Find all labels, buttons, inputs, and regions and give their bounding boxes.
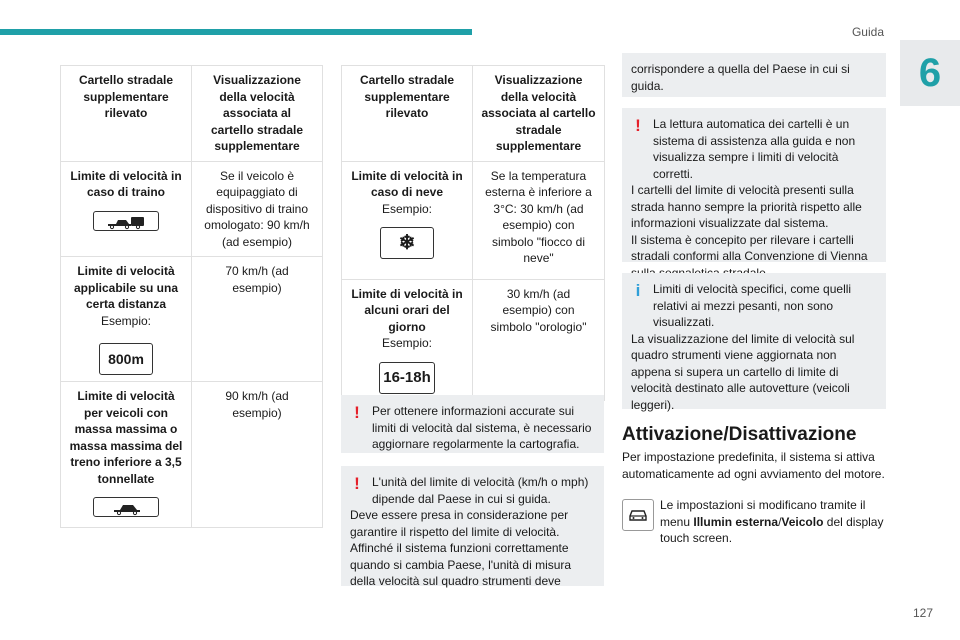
table-cell	[61, 382, 192, 528]
sign-name: Limite di velocità per veicoli con massa massima o massa massima del treno inferiore a 3,5 tonnellate	[69, 389, 183, 486]
note-text: Deve essere presa in considerazione per garantire il rispetto del limite di velocità. Affinché il sistema funzioni correttamente quando si cambia Paese, l'unità di misura della velocità sul quadro strumenti deve	[350, 508, 572, 588]
signs-table-1	[60, 65, 323, 528]
table-row	[61, 382, 323, 528]
warning-note-sign-reading	[622, 108, 886, 262]
section-title: Guida	[851, 25, 884, 39]
sign-name: Limite di velocità in alcuni orari del giorno	[351, 286, 463, 334]
page-number: 127	[912, 606, 933, 620]
table-cell: Se il veicolo è equipaggiato di dispositivo di traino omologato: 90 km/h (ad esempio)	[192, 161, 323, 257]
table-cell: Se la temperatura esterna è inferiore a 3°C: 30 km/h (ad esempio) con simbolo "fiocco di neve"	[473, 161, 605, 279]
table-row	[61, 257, 323, 382]
note-text: L'unità del limite di velocità (km/h o mph) dipende dal Paese in cui si guida.	[372, 475, 589, 506]
table-cell: 70 km/h (ad esempio)	[192, 257, 323, 382]
activation-paragraph: Per impostazione predefinita, il sistema si attiva automaticamente ad ogni avviamento del motore.	[622, 450, 885, 481]
distance-sign-text: 800m	[108, 351, 144, 367]
info-icon: i	[635, 281, 641, 300]
warning-icon: !	[354, 474, 360, 493]
table-cell	[61, 161, 192, 257]
section-heading: Attivazione/Disattivazione	[622, 424, 857, 445]
note-text: Per ottenere informazioni accurate sui limiti di velocità dal sistema, è necessario aggiornare regolarmente la cartografia.	[372, 404, 592, 451]
snowflake-icon: ❄	[380, 227, 434, 259]
note-text: corrispondere a quella del Paese in cui si guida.	[631, 62, 850, 93]
example-label: Esempio:	[381, 201, 433, 216]
warning-icon: !	[635, 116, 641, 135]
column-header: Cartello stradale supplementare rilevato	[61, 66, 192, 162]
car-icon	[93, 497, 159, 517]
settings-paragraph	[622, 497, 886, 547]
table-cell	[342, 279, 473, 400]
table-header-row	[342, 66, 605, 162]
signs-table-2	[341, 65, 605, 401]
table-header-row	[61, 66, 323, 162]
table-row	[61, 161, 323, 257]
example-label: Esempio:	[381, 336, 433, 350]
car-with-trailer-icon	[93, 211, 159, 231]
note-continuation	[622, 53, 886, 97]
table-cell	[342, 161, 473, 279]
header-accent-bar	[0, 29, 472, 35]
table-cell	[61, 257, 192, 382]
settings-text-pre: Le impostazioni si modificano tramite il menu	[660, 498, 866, 529]
distance-sign-icon	[99, 343, 153, 375]
example-label: Esempio:	[100, 313, 152, 328]
table-cell: 30 km/h (ad esempio) con simbolo "orologio"	[473, 279, 605, 400]
info-note-specific-limits	[622, 273, 886, 412]
warning-icon: !	[354, 403, 360, 422]
menu-name-lighting: Illumin esterna	[693, 514, 779, 529]
sign-name: Limite di velocità applicabile su una certa distanza	[73, 264, 179, 311]
warning-note-speed-unit	[341, 466, 604, 586]
settings-text-post: del display touch screen.	[660, 514, 884, 545]
sign-name: Limite di velocità in caso di traino	[70, 168, 182, 199]
vehicle-menu-icon	[622, 499, 654, 531]
menu-name-vehicle: Veicolo	[781, 514, 824, 529]
time-range-sign-text: 16-18h	[383, 368, 431, 386]
sign-name: Limite di velocità in caso di neve	[351, 168, 463, 199]
warning-note-map-update	[341, 395, 604, 453]
time-range-sign-icon	[379, 362, 435, 394]
table-row	[342, 161, 605, 279]
table-cell: 90 km/h (ad esempio)	[192, 382, 323, 528]
column-header: Visualizzazione della velocità associata al cartello stradale supplementare	[473, 66, 605, 162]
table-row	[342, 279, 605, 400]
note-text: La lettura automatica dei cartelli è un sistema di assistenza alla guida e non visualizza sempre i limiti di velocità corretti.	[653, 117, 856, 181]
menu-separator: /	[778, 514, 782, 529]
note-text: Limiti di velocità specifici, come quelli relativi ai mezzi pesanti, non sono visualizzati.	[653, 282, 852, 329]
column-header: Cartello stradale supplementare rilevato	[342, 66, 473, 162]
column-header: Visualizzazione della velocità associata al cartello stradale supplementare	[192, 66, 323, 162]
note-text: I cartelli del limite di velocità presenti sulla strada hanno sempre la priorità rispetto alle informazioni visualizzate dal sistema.	[631, 183, 862, 230]
note-text: Il sistema è concepito per rilevare i cartelli stradali conformi alla Convenzione di Vienna	[631, 232, 868, 263]
note-text: La visualizzazione del limite di velocità sul quadro strumenti viene aggiornata non appena si supera un cartello di limite di velocità destinato alle autovetture (veicoli leggeri).	[631, 331, 855, 412]
chapter-number: 6	[900, 40, 960, 106]
